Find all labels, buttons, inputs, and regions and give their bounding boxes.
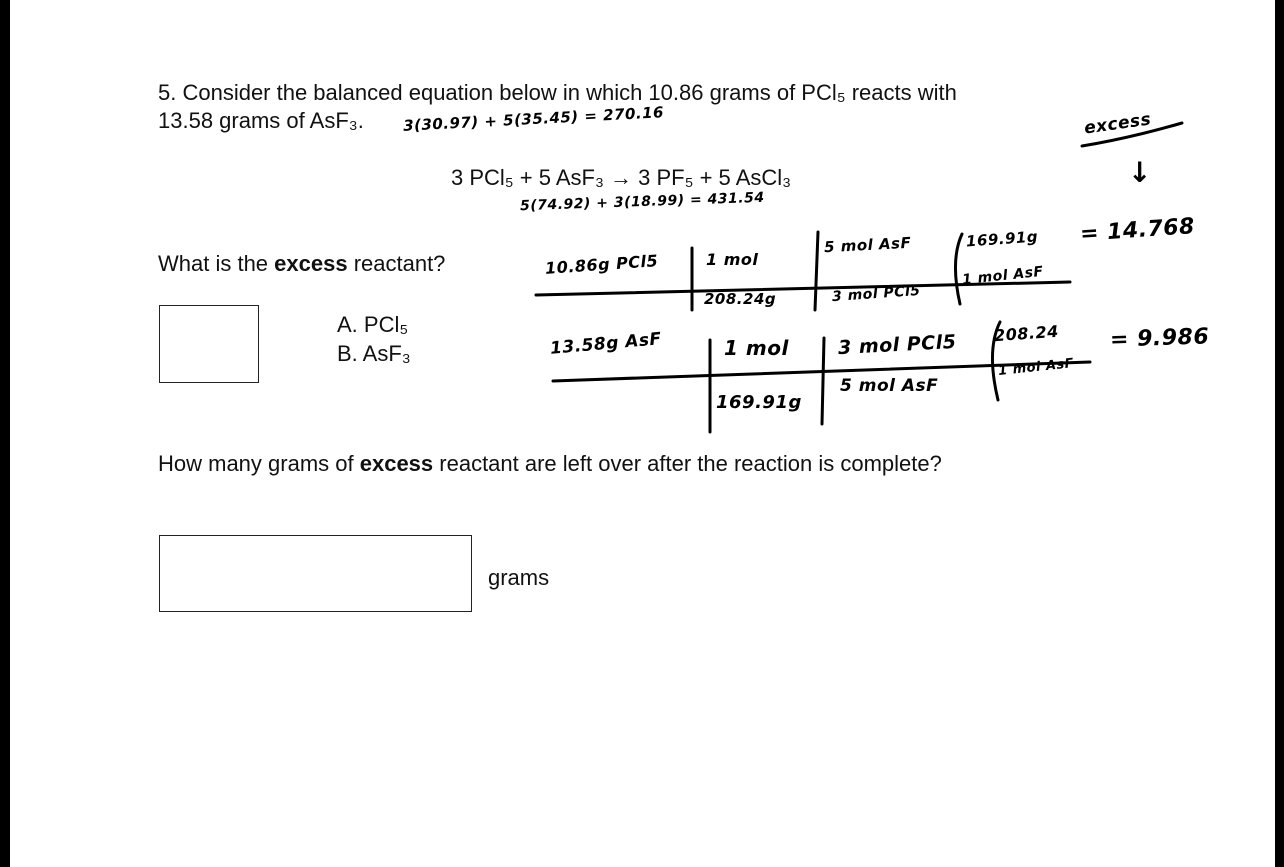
hw-row2-num3: 208.24 (993, 321, 1060, 346)
hw-row1-den1: 208.24g (704, 290, 777, 308)
hw-row2-den2: 5 mol AsF (840, 376, 939, 396)
leftover-question-bold: excess (359, 451, 434, 476)
hw-row1-num3: 169.91g (965, 227, 1039, 251)
row1-divider-3 (955, 234, 962, 304)
handwriting-molar-mass-right: 5(74.92) + 3(18.99) = 431.54 (519, 189, 765, 215)
excess-question-prefix: What is the (158, 251, 275, 276)
handwriting-excess-label: excess (1082, 109, 1153, 139)
leftover-question-prefix: How many grams of (158, 451, 360, 476)
hw-row1-den2: 3 mol PCl5 (831, 282, 922, 306)
leftover-question-suffix: reactant are left over after the reaction is complete? (433, 451, 942, 476)
hw-row2-given: 13.58g AsF (549, 329, 663, 359)
hw-row2-den1: 169.91g (716, 392, 802, 413)
hw-row1-num1: 1 mol (706, 250, 759, 269)
excess-question-bold: excess (274, 251, 348, 276)
hw-row1-den3: 1 mol AsF (961, 263, 1045, 289)
question-intro-line2: 13.58 grams of AsF₃. (158, 108, 364, 133)
row2-divider-2 (822, 338, 824, 424)
excess-question-suffix: reactant? (347, 251, 446, 276)
row1-divider-2 (815, 232, 818, 310)
hw-row2-result: = 9.986 (1109, 324, 1210, 353)
handwriting-molar-mass-left: 3(30.97) + 5(35.45) = 270.16 (402, 103, 665, 135)
option-b[interactable]: B. AsF₃ (337, 341, 411, 366)
handwriting-arrow-icon: ↓ (1128, 156, 1152, 189)
hw-row2-num1: 1 mol (724, 336, 789, 360)
hw-row1-given: 10.86g PCl5 (544, 251, 659, 278)
hw-row2-num2: 3 mol PCl5 (837, 330, 957, 360)
hw-row1-result: = 14.768 (1079, 214, 1196, 247)
question-intro-line1: 5. Consider the balanced equation below in which 10.86 grams of PCl₅ reacts with (158, 80, 957, 105)
hw-row2-den3: 1 mol AsF (997, 356, 1075, 379)
grams-units-label: grams (488, 565, 550, 590)
option-a[interactable]: A. PCl₅ (337, 312, 409, 337)
hw-row1-num2: 5 mol AsF (823, 233, 912, 257)
balanced-equation: 3 PCl₅ + 5 AsF₃ → 3 PF₅ + 5 AsCl₃ (451, 165, 792, 190)
